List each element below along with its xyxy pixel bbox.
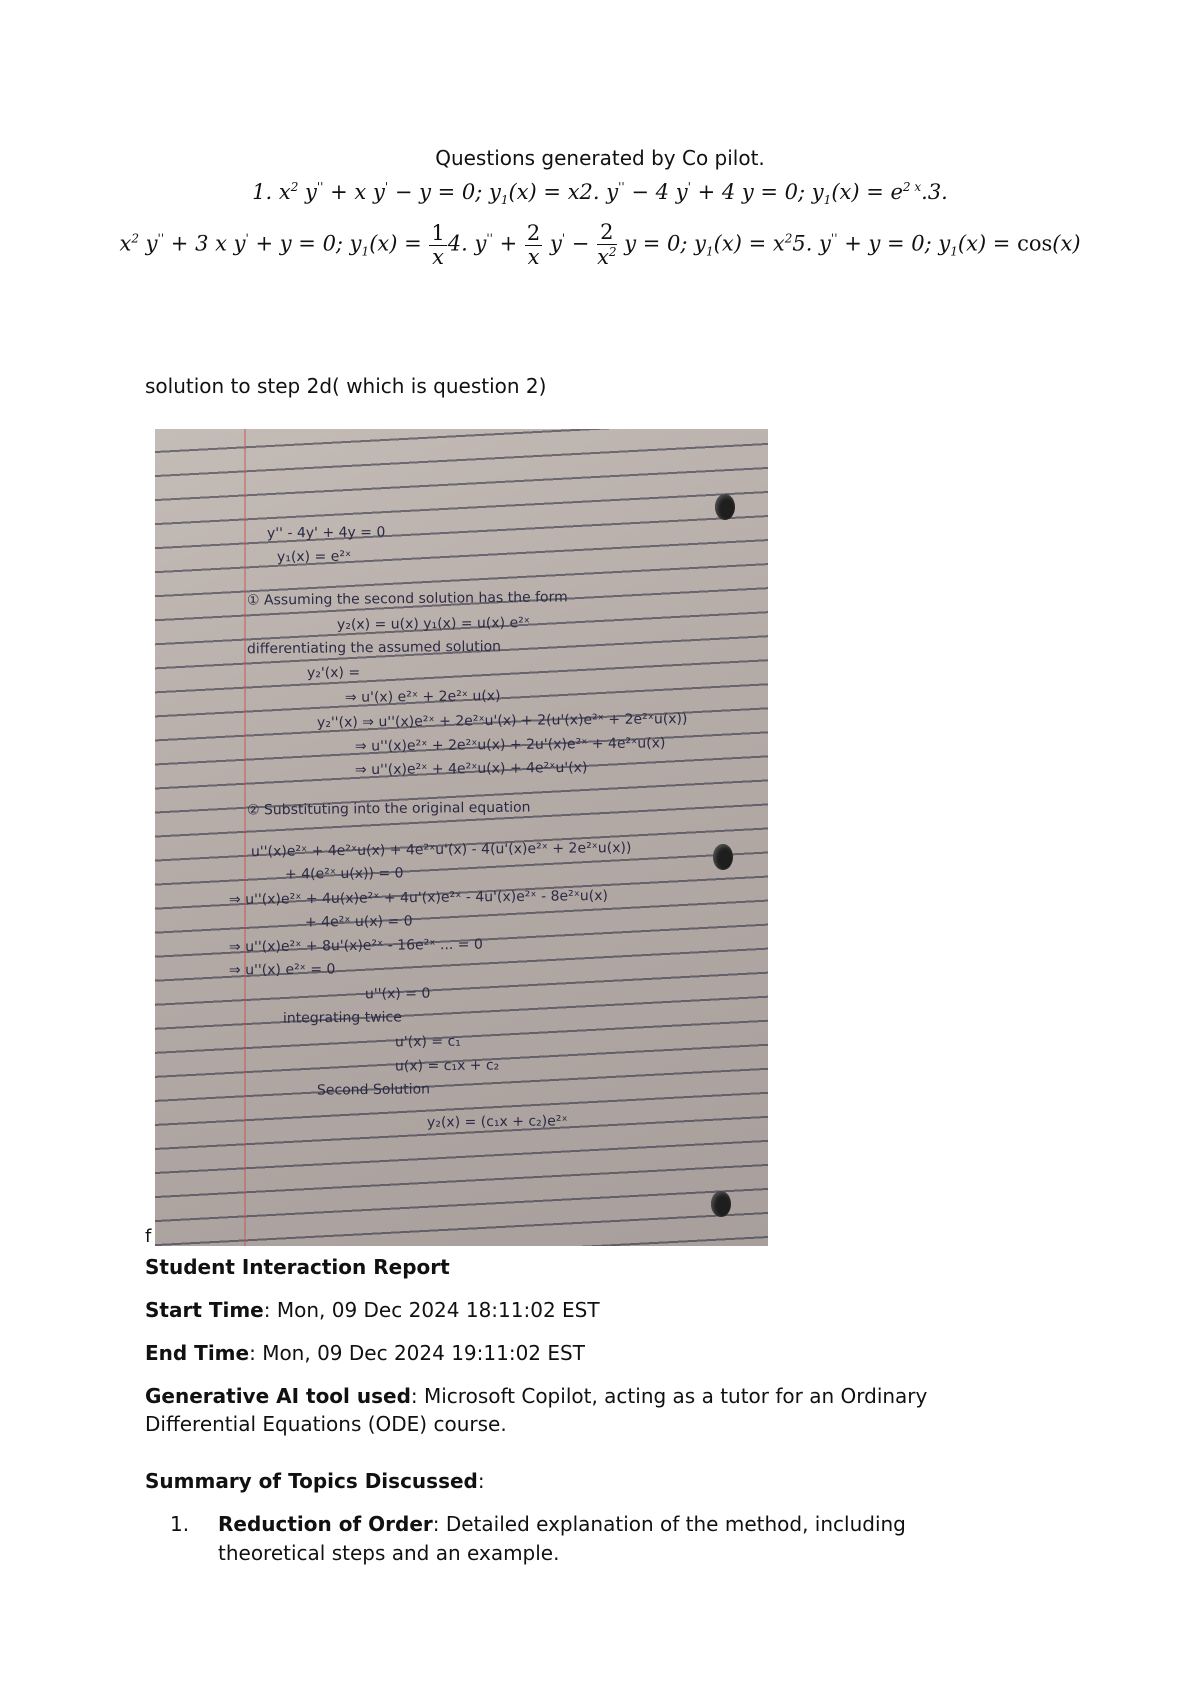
handwritten-line: y₂''(x) ⇒ u''(x)e²ˣ + 2e²ˣu'(x) + 2(u'(x)e²ˣ + 2e²ˣu(x)) bbox=[316, 711, 688, 731]
handwritten-line: ② Substituting into the original equation bbox=[246, 799, 531, 819]
list-item-label: Reduction of Order bbox=[218, 1512, 433, 1536]
tool-used-label: Generative AI tool used bbox=[145, 1384, 411, 1408]
binder-hole bbox=[713, 844, 733, 870]
report-heading: Student Interaction Report bbox=[145, 1255, 450, 1279]
handwritten-line: ⇒ u''(x)e²ˣ + 2e²ˣu(x) + 2u'(x)e²ˣ + 4e²ˣu(x) bbox=[354, 735, 666, 755]
handwritten-line: differentiating the assumed solution bbox=[246, 638, 502, 658]
list-item bbox=[170, 1510, 1030, 1568]
handwritten-line: y₂(x) = (c₁x + c₂)e²ˣ bbox=[426, 1113, 568, 1131]
tool-used-value-cont: Differential Equations (ODE) course. bbox=[145, 1412, 507, 1436]
handwritten-line: y₂(x) = u(x) y₁(x) = u(x) e²ˣ bbox=[336, 614, 531, 634]
handwritten-line: Second Solution bbox=[316, 1081, 431, 1099]
handwritten-line: y₂'(x) = bbox=[306, 664, 361, 682]
handwritten-line: ⇒ u''(x)e²ˣ + 8u'(x)e²ˣ - 16e²ˣ ... = 0 bbox=[228, 936, 483, 956]
tool-used-value: : Microsoft Copilot, acting as a tutor for an Ordinary bbox=[410, 1384, 928, 1408]
handwritten-line: y'' - 4y' + 4y = 0 bbox=[266, 524, 386, 542]
equation-line-2: $x^2$ y'' + 3 x y' + y = 0; $y_1(x)$ = $\frac{1}{x}$ 4. y'' + $\frac{2}{x}$ y' − $\frac{2}{x^2}$ y = 0; $y_1(x) = x^25$. y'' + y = 0; $y_1(x) = \cos(x)$ bbox=[119, 220, 1081, 269]
equation-line-1: 1. $x^2$ y'' + x y' − y = 0; $y_1(x) = x2$. y'' − 4 y' + 4 y = 0; $y_1(x) = e^{2 x}.3$. bbox=[252, 180, 948, 208]
binder-hole bbox=[711, 1191, 731, 1217]
handwritten-line: ⇒ u''(x)e²ˣ + 4e²ˣu(x) + 4e²ˣu'(x) bbox=[354, 759, 588, 779]
handwritten-line: ⇒ u''(x)e²ˣ + 4u(x)e²ˣ + 4u'(x)e²ˣ - 4u'(x)e²ˣ - 8e²ˣu(x) bbox=[228, 888, 609, 908]
start-time bbox=[145, 1296, 600, 1324]
handwritten-line: u''(x) = 0 bbox=[364, 985, 431, 1003]
list-number: 1. bbox=[170, 1512, 190, 1536]
handwritten-line: + 4e²ˣ u(x) = 0 bbox=[304, 913, 413, 931]
end-time-value: : Mon, 09 Dec 2024 19:11:02 EST bbox=[249, 1341, 585, 1365]
list-item-text: : Detailed explanation of the method, including bbox=[432, 1512, 906, 1536]
summary-label: Summary of Topics Discussed bbox=[145, 1469, 478, 1493]
solution-subheading: solution to step 2d( which is question 2) bbox=[145, 374, 547, 398]
handwritten-line: ⇒ u'(x) e²ˣ + 2e²ˣ u(x) bbox=[344, 688, 501, 706]
handwritten-line: integrating twice bbox=[282, 1009, 402, 1027]
end-time-label: End Time bbox=[145, 1341, 250, 1365]
end-time bbox=[145, 1339, 585, 1367]
handwritten-line: u''(x)e²ˣ + 4e²ˣu(x) + 4e²ˣu'(x) - 4(u'(x)e²ˣ + 2e²ˣu(x)) bbox=[250, 840, 632, 860]
document-title: Questions generated by Co pilot. bbox=[435, 146, 765, 170]
stray-character: f bbox=[145, 1226, 152, 1247]
handwritten-line: y₁(x) = e²ˣ bbox=[276, 548, 352, 566]
handwritten-solution-photo bbox=[155, 429, 768, 1246]
handwritten-line: u(x) = c₁x + c₂ bbox=[394, 1057, 500, 1075]
binder-hole bbox=[715, 494, 735, 520]
handwritten-line: ⇒ u''(x) e²ˣ = 0 bbox=[228, 961, 336, 979]
handwritten-line: ① Assuming the second solution has the form bbox=[246, 589, 568, 609]
tool-used bbox=[145, 1382, 927, 1438]
start-time-value: : Mon, 09 Dec 2024 18:11:02 EST bbox=[263, 1298, 600, 1322]
summary-heading: Summary of Topics Discussed: bbox=[145, 1469, 485, 1493]
start-time-label: Start Time bbox=[145, 1298, 264, 1322]
handwritten-line: + 4(e²ˣ u(x)) = 0 bbox=[284, 865, 404, 883]
list-item-text-cont: theoretical steps and an example. bbox=[218, 1541, 560, 1565]
handwritten-line: u'(x) = c₁ bbox=[394, 1033, 461, 1051]
